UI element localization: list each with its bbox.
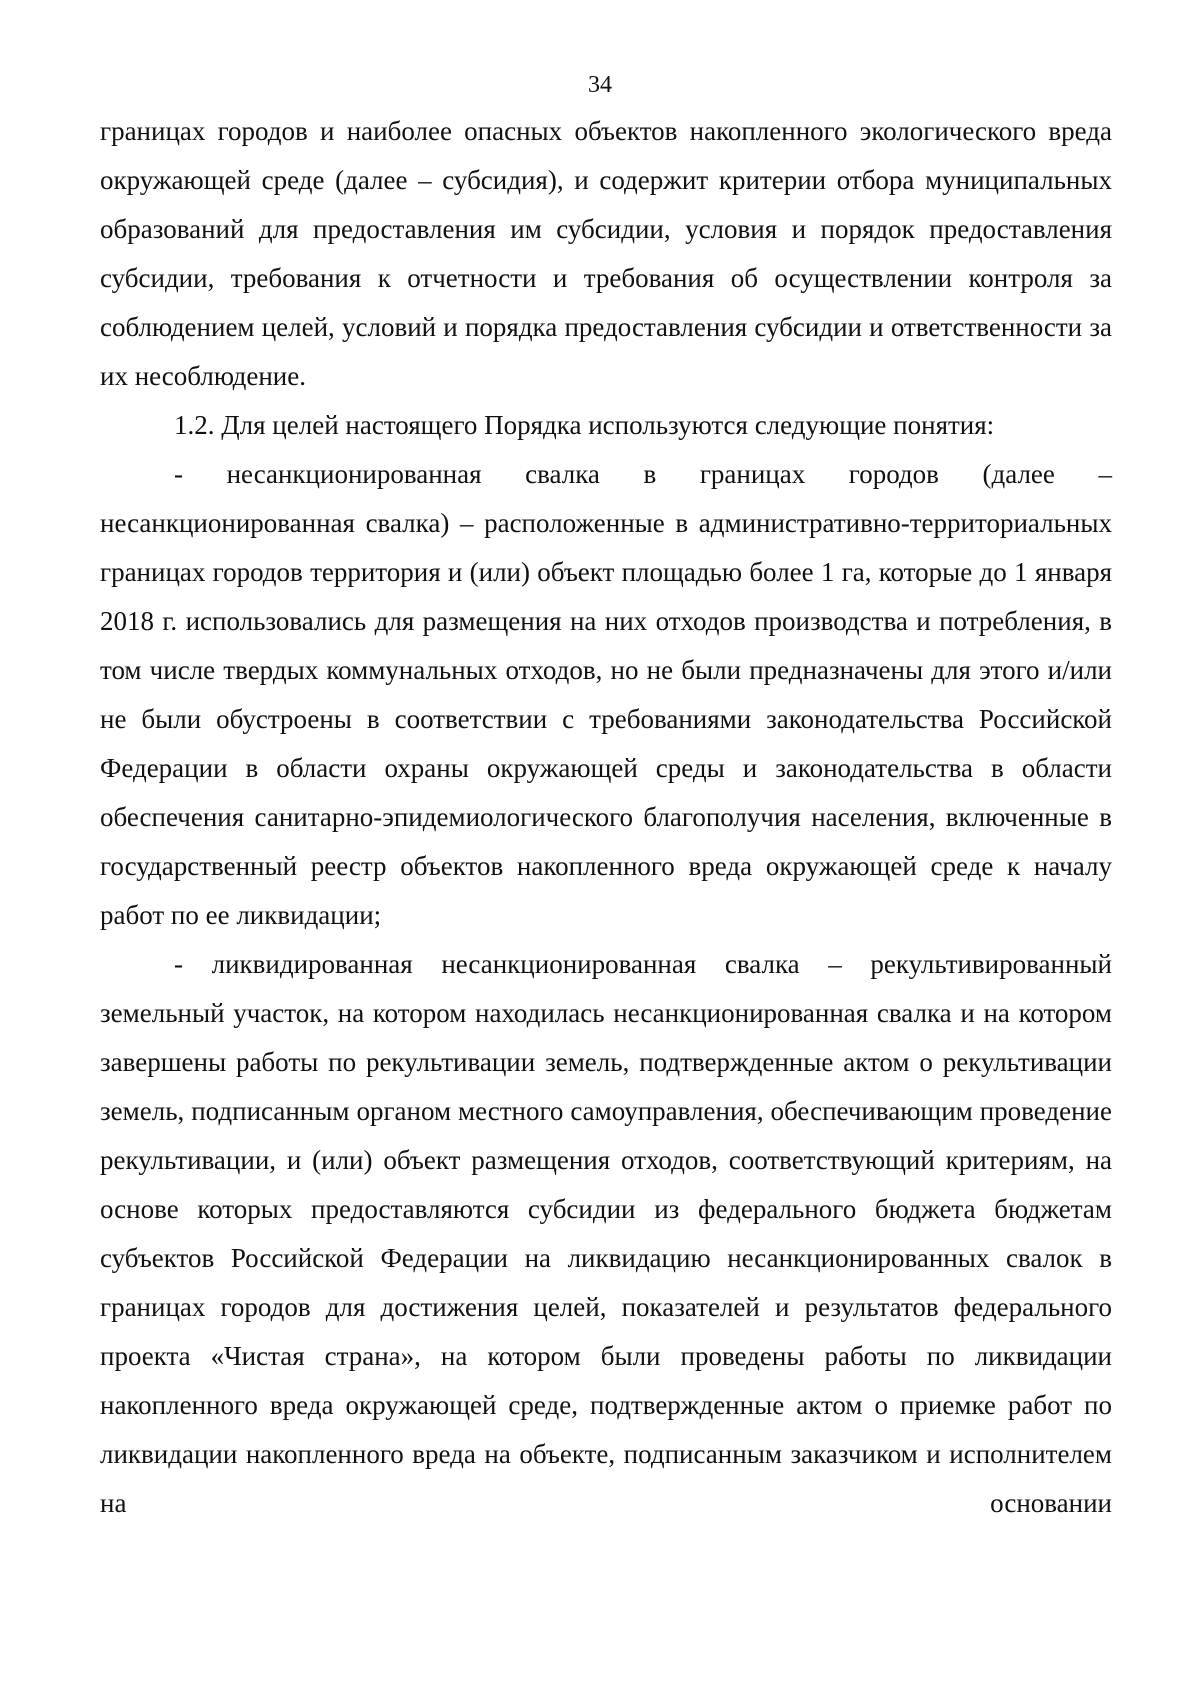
paragraph-subsidy-scope: границах городов и наиболее опасных объектов накопленного экологического вреда окружающей среде (далее – субсидия), и содержит критерии отбора муниципальных образований для предоставления им субсидии, условия и порядок предоставления субсидии, требования к отчетности и требования об осуществлении контроля за соблюдением целей, условий и порядка предоставления субсидии и ответственности за их несоблюдение. bbox=[100, 116, 1112, 391]
paragraph-definition-liquidated-dump: - ликвидированная несанкционированная свалка – рекультивированный земельный участок, на котором находилась несанкционированная свалка и на котором завершены работы по рекультивации земель, подтвержденные актом о рекультивации земель, подписанным органом местного самоуправления, обеспечивающим проведение рекультивации, и (или) объект размещения отходов, соответствующий критериям, на основе которых предоставляются субсидии из федерального бюджета бюджетам субъектов Российской Федерации на ликвидацию несанкционированных свалок в границах городов для достижения целей, показателей и результатов федерального проекта «Чистая страна», на котором были проведены работы по ликвидации накопленного вреда окружающей среде, подтвержденные актом о приемке работ по ликвидации накопленного вреда на объекте, подписанным заказчиком и исполнителем на основании bbox=[100, 949, 1112, 1518]
document-body bbox=[100, 107, 1112, 1528]
paragraph-definition-unauthorized-dump: - несанкционированная свалка в границах городов (далее – несанкционированная свалка) – расположенные в административно-территориальных границах городов территория и (или) объект площадью более 1 га, которые до 1 января 2018 г. использовались для размещения на них отходов производства и потребления, в том числе твердых коммунальных отходов, но не были предназначены для этого и/или не были обустроены в соответствии с требованиями законодательства Российской Федерации в области охраны окружающей среды и законодательства в области обеспечения санитарно-эпидемиологического благополучия населения, включенные в государственный реестр объектов накопленного вреда окружающей среде к началу работ по ее ликвидации; bbox=[100, 459, 1112, 930]
page-number: 34 bbox=[588, 72, 612, 98]
paragraph-definitions-intro: 1.2. Для целей настоящего Порядка используются следующие понятия: bbox=[174, 410, 995, 440]
